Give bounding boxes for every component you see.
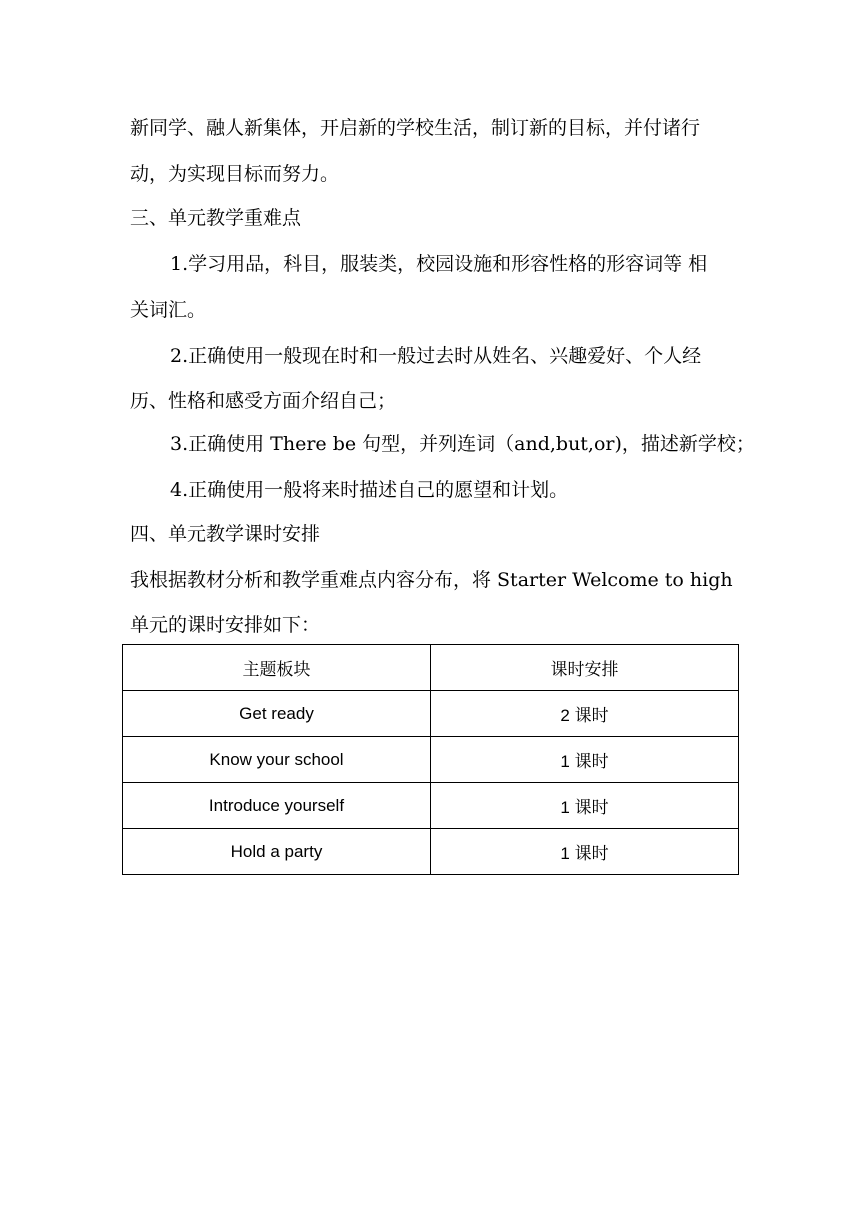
lesson-schedule-table <box>122 644 739 875</box>
table-row <box>123 691 739 737</box>
paragraph-intro-line-1: 我根据教材分析和教学重难点内容分布，将 Starter Welcome to high <box>130 569 733 591</box>
list-item-1-line-2: 关词汇。 <box>130 299 207 321</box>
lessons-cell: 2 课时 <box>431 691 739 737</box>
list-item-2-line-1: 2.正确使用一般现在时和一般过去时从姓名、兴趣爱好、个人经 <box>170 345 702 367</box>
list-item-3: 3.正确使用 There be 句型，并列连词（and,but,or)，描述新学校； <box>170 433 755 455</box>
lessons-cell: 1 课时 <box>431 829 739 875</box>
table-header-row <box>123 645 739 691</box>
table-row <box>123 829 739 875</box>
topic-cell: Introduce yourself <box>123 783 431 829</box>
list-item-4: 4.正确使用一般将来时描述自己的愿望和计划。 <box>170 479 569 501</box>
list-item-1-line-1: 1.学习用品，科目，服装类，校园设施和形容性格的形容词等 相 <box>170 253 708 275</box>
lessons-cell: 1 课时 <box>431 737 739 783</box>
lessons-cell: 1 课时 <box>431 783 739 829</box>
topic-cell: Know your school <box>123 737 431 783</box>
section-heading-4: 四、单元教学课时安排 <box>130 523 321 545</box>
paragraph-intro-line-2: 单元的课时安排如下： <box>130 614 321 636</box>
topic-cell: Hold a party <box>123 829 431 875</box>
header-topic: 主题板块 <box>123 645 431 691</box>
topic-cell: Get ready <box>123 691 431 737</box>
section-heading-3: 三、单元教学重难点 <box>130 207 302 229</box>
table-row <box>123 737 739 783</box>
paragraph-line-2: 动，为实现目标而努力。 <box>130 163 340 185</box>
paragraph-line-1: 新同学、融人新集体，开启新的学校生活，制订新的目标，并付诸行 <box>130 117 701 139</box>
list-item-2-line-2: 历、性格和感受方面介绍自己； <box>130 390 397 412</box>
table-row <box>123 783 739 829</box>
header-lessons: 课时安排 <box>431 645 739 691</box>
